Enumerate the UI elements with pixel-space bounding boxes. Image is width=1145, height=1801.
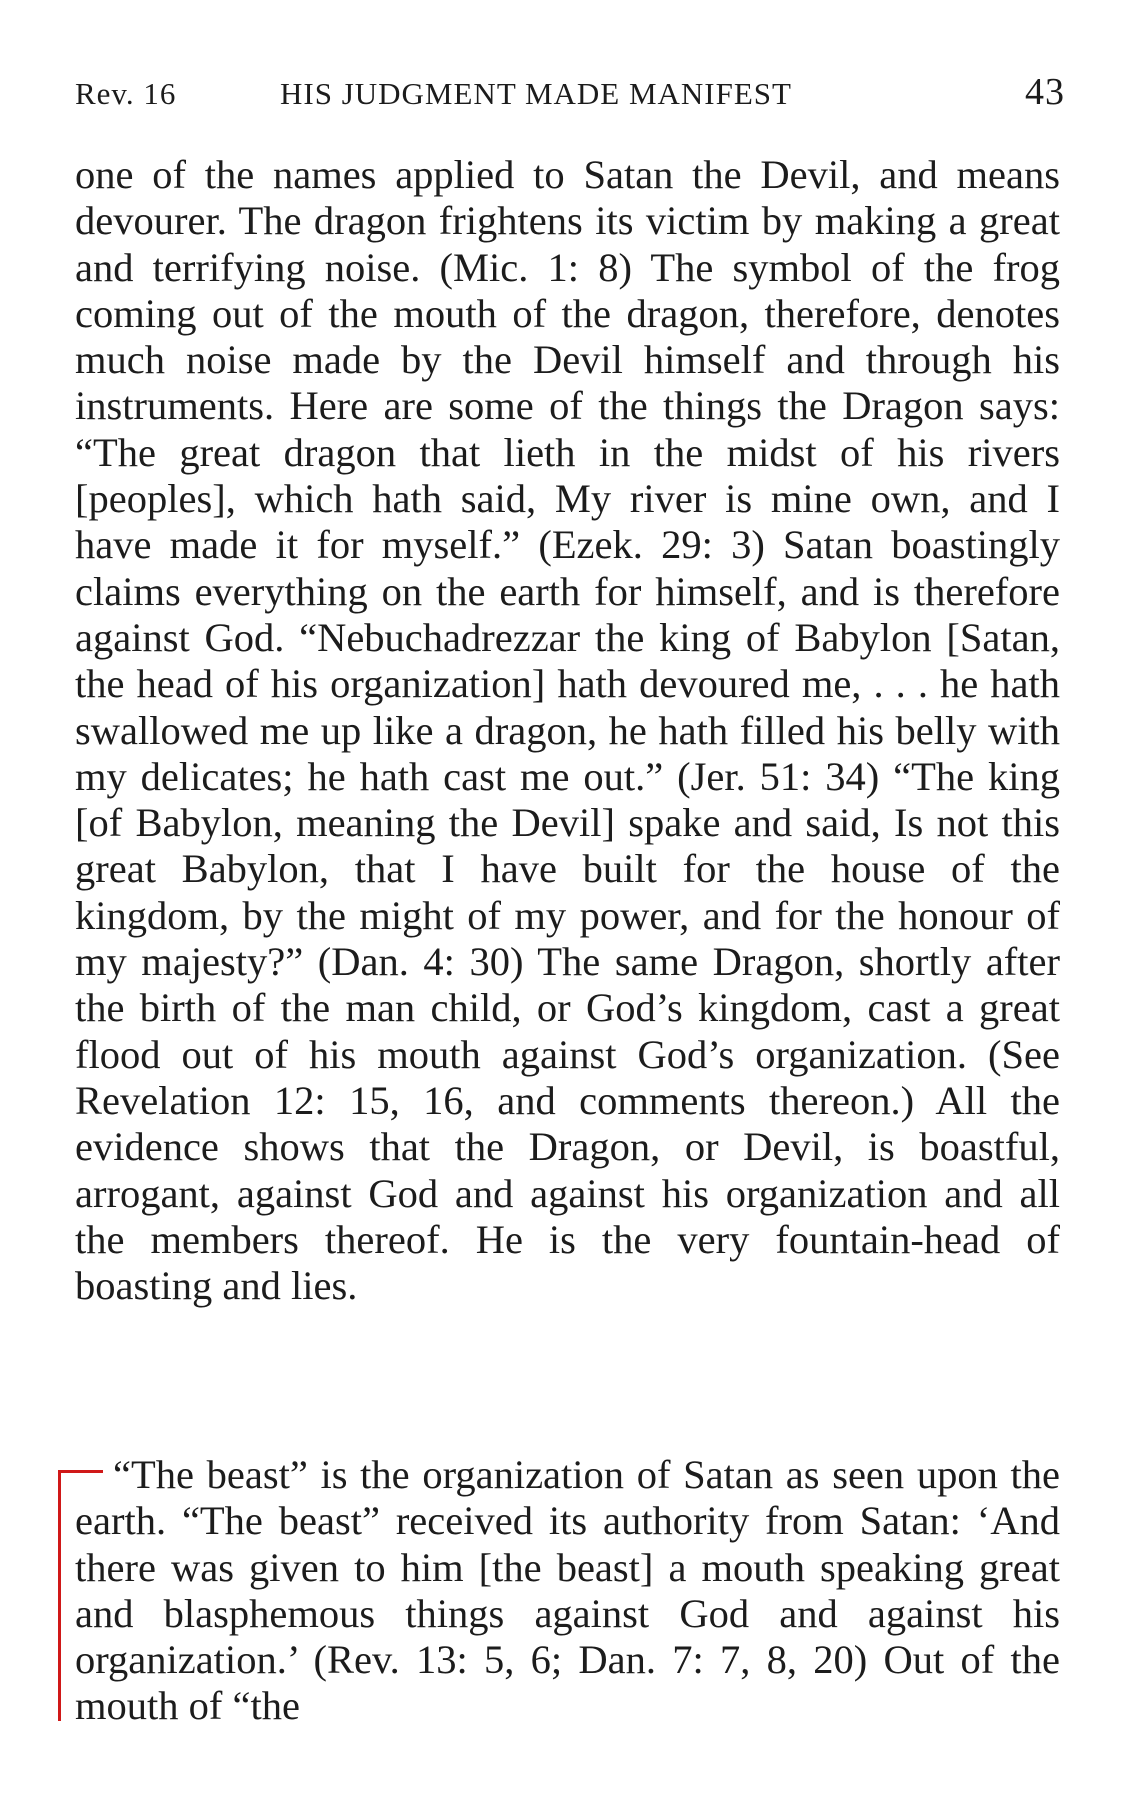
- page-title: HIS JUDGMENT MADE MANIFEST: [280, 76, 792, 111]
- body-text-continued: [75, 1452, 1060, 1730]
- body-text: [75, 152, 1060, 1309]
- paragraph-2: “The beast” is the organization of Satan as seen upon the earth. “The beast” received its authority from Satan: ‘And there was given to him [the beast] a mouth speaking great and blasphemous things against God and against his organization.’ (Rev. 13: 5, 6; Dan. 7: 7, 8, 20) Out of the mouth of “the: [75, 1452, 1060, 1729]
- chapter-reference: Rev. 16: [75, 76, 177, 111]
- page-number: 43: [1025, 71, 1065, 113]
- running-head: [75, 66, 1065, 116]
- paragraph-1: one of the names applied to Satan the Devil, and means devourer. The dragon frightens its victim by making a great and terrifying noise. (Mic. 1: 8) The symbol of the frog coming out of the mouth of the dragon, therefore, denotes much noise made by the Devil himself and through his instruments. Here are some of the things the Dragon says: “The great dragon that lieth in the midst of his rivers [peoples], which hath said, My river is mine own, and I have made it for myself.” (Ezek. 29: 3) Satan boastingly claims everything on the earth for himself, and is therefore against God. “Nebuchadrezzar the king of Babylon [Satan, the head of his organization] hath devoured me, . . . he hath swallowed me up like a dragon, he hath filled his belly with my delicates; he hath cast me out.” (Jer. 51: 34) “The king [of Babylon, meaning the Devil] spake and said, Is not this great Babylon, that I have built for the house of the kingdom, by the might of my power, and for the honour of my majesty?” (Dan. 4: 30) The same Dragon, shortly after the birth of the man child, or God’s kingdom, cast a great flood out of his mouth against God’s organization. (See Revelation 12: 15, 16, and comments thereon.) All the evidence shows that the Dragon, or Devil, is boastful, arrogant, against God and against his organization and all the members thereof. He is the very fountain-head of boasting and lies.: [75, 152, 1060, 1309]
